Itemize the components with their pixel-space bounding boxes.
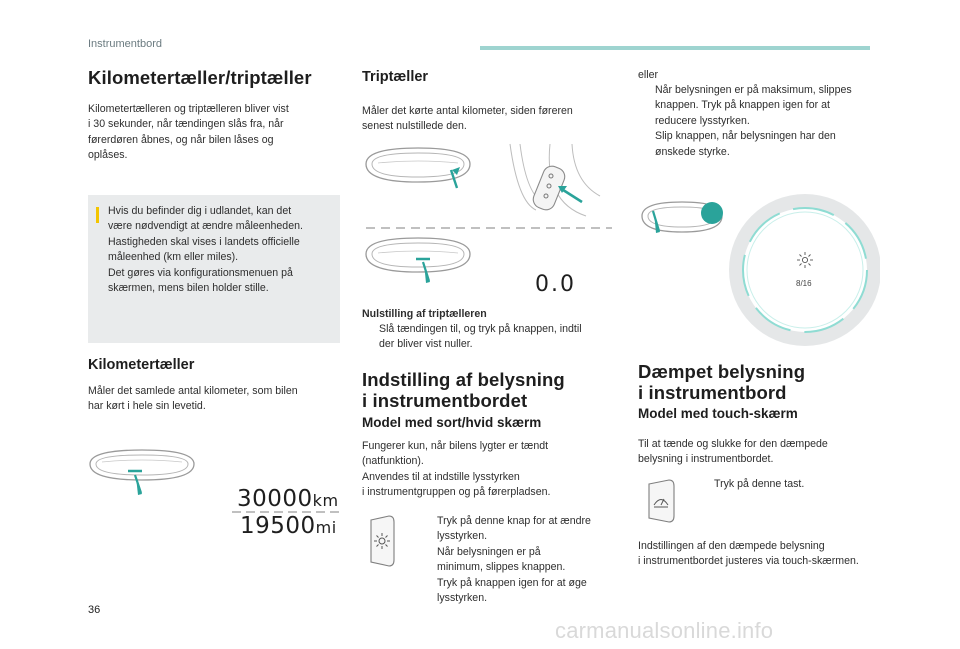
brightness-button-illustration [367, 514, 397, 568]
or-text: eller [638, 69, 659, 81]
section-label: Instrumentbord [88, 38, 162, 50]
watermark: carmanualsonline.info [555, 618, 774, 643]
trip-heading: Triptæller [362, 69, 429, 85]
page-number: 36 [88, 604, 101, 616]
touch-paragraph: Til at tænde og slukke for den dæmpede belysning i instrumentbordet. [638, 438, 828, 466]
trip-paragraph: Måler det kørte antal kilometer, siden føreren senest nulstillede den. [362, 105, 573, 133]
odometer-heading: Kilometertæller [88, 357, 195, 373]
odometer-trip-title: Kilometertæller/triptæller [88, 67, 312, 88]
info-note-text: Hvis du befinder dig i udlandet, kan det være nødvendigt at ændre måleenheden. Hastigheden skal vises i landets officielle måleenhed (km eller miles). Det gøres via konfigurationsmenuen på skærmen, mens bilen holder stille. [108, 205, 303, 295]
touch-bullet: Tryk på denne tast. [714, 478, 805, 490]
dimmed-lighting-button-illustration [645, 478, 677, 524]
touch-model-heading: Model med touch-skærm [638, 406, 798, 421]
info-note-marker [96, 207, 99, 223]
brightness-dial-illustration [636, 180, 880, 350]
odometer-mi-readout: 19500mi [240, 513, 337, 539]
odometer-paragraph: Måler det samlede antal kilometer, som bilen har kørt i hele sin levetid. [88, 385, 298, 413]
trip-reset-illustration [360, 142, 616, 298]
bw-model-heading: Model med sort/hvid skærm [362, 415, 542, 430]
reset-heading: Nulstilling af triptælleren [362, 308, 487, 320]
header-accent-bar [480, 46, 870, 50]
odometer-km-readout: 30000km [237, 486, 339, 512]
intro-paragraph: Kilometertælleren og triptælleren bliver vist i 30 sekunder, når tændingen slås fra, når førerdøren åbnes, og når bilen låses og oplåses. [88, 103, 289, 162]
bw-bullets: Tryk på denne knap for at ændre lysstyrken. Når belysningen er på minimum, slippes knappen. Tryk på knappen igen for at øge lysstyrken. [437, 515, 591, 605]
dial-level-label: 8/16 [796, 279, 812, 288]
cluster-stalk-illustration-1 [86, 442, 198, 498]
col3-bullets: Når belysningen er på maksimum, slippes knappen. Tryk på knappen igen for at reducere lysstyrken. Slip knappen, når belysningen har den ønskede styrke. [655, 84, 852, 158]
lighting-title: Indstilling af belysning i instrumentbordet [362, 369, 565, 411]
bw-model-paragraph: Fungerer kun, når bilens lygter er tændt (natfunktion). Anvendes til at indstille lysstyrken i instrumentgruppen og på førerpladsen. [362, 440, 551, 499]
dimmed-lighting-title: Dæmpet belysning i instrumentbord [638, 361, 806, 403]
trip-readout: 0.0 [535, 272, 576, 297]
final-paragraph: Indstillingen af den dæmpede belysning i instrumentbordet justeres via touch-skærmen. [638, 540, 859, 568]
reset-bullet: Slå tændingen til, og tryk på knappen, indtil der bliver vist nuller. [379, 323, 582, 351]
